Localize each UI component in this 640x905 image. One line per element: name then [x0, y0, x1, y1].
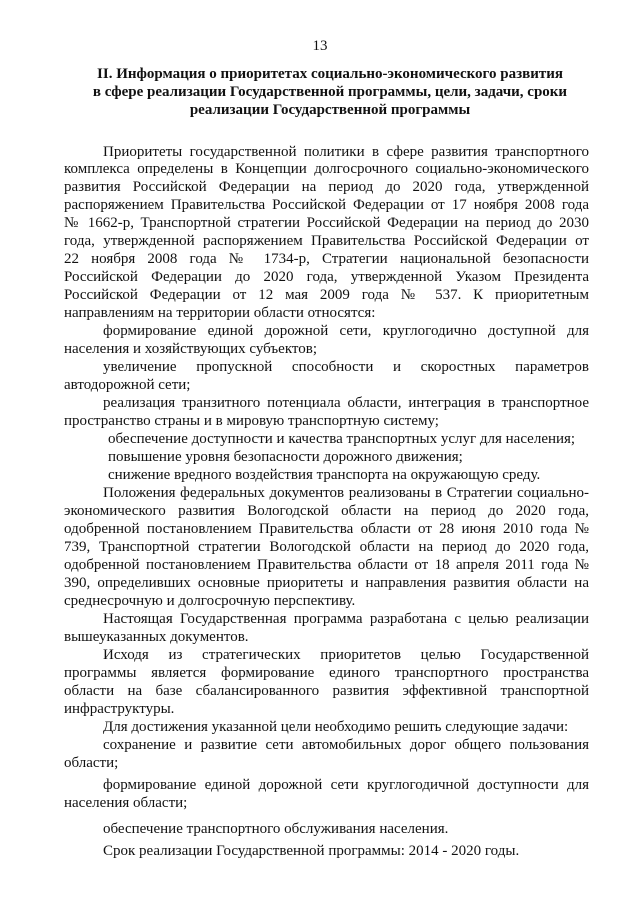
text-line: увеличение пропускной способности и скоростных параметров: [103, 359, 589, 375]
text-line: 739, Транспортной стратегии Вологодской области на период до 2020 года,: [64, 539, 589, 555]
page-number: 13: [312, 38, 328, 54]
text-line: снижение вредного воздействия транспорта на окружающую среду.: [108, 467, 541, 483]
text-line: экономического развития Вологодской области на период до 2020 года,: [64, 503, 589, 519]
text-line: одобренной постановлением Правительства области от 18 апреля 2011 года №: [64, 557, 589, 573]
section-title: [60, 65, 600, 119]
text-line: области на базе сбалансированного развития эффективной транспортной: [64, 683, 589, 699]
text-line: области;: [64, 755, 119, 771]
text-line: инфраструктуры.: [64, 701, 175, 717]
text-line: реализация транзитного потенциала области, интеграция в транспортное: [103, 395, 589, 411]
text-line: населения и хозяйствующих субъектов;: [64, 341, 318, 357]
text-line: обеспечение транспортного обслуживания населения.: [103, 821, 449, 837]
text-line: № 1662-р, Транспортной стратегии Российской Федерации на период до 2030: [64, 215, 589, 231]
text-line: Для достижения указанной цели необходимо решить следующие задачи:: [103, 719, 569, 735]
text-line: распоряжением Правительства Российской Федерации от 17 ноября 2008 года: [64, 197, 589, 213]
text-line: Срок реализации Государственной программы: 2014 - 2020 годы.: [103, 843, 520, 859]
text-line: Настоящая Государственная программа разработана с целью реализации: [103, 611, 589, 627]
text-line: программы является формирование единого транспортного пространства: [64, 665, 589, 681]
text-line: одобренной постановлением Правительства области от 28 июня 2010 года №: [64, 521, 589, 537]
text-line: развития Российской Федерации на период до 2020 года, утвержденной: [64, 179, 589, 195]
text-line: Российской Федерации до 2020 года, утвержденной Указом Президента: [64, 269, 589, 285]
section-title-line: реализации Государственной программы: [189, 102, 471, 118]
text-line: Положения федеральных документов реализованы в Стратегии социально-: [103, 485, 589, 501]
text-line: вышеуказанных документов.: [64, 629, 249, 645]
text-line: формирование единой дорожной сети, круглогодично доступной для: [103, 323, 589, 339]
text-line: Исходя из стратегических приоритетов целью Государственной: [103, 647, 589, 663]
text-line: пространство страны и в мировую транспортную систему;: [64, 413, 439, 429]
text-line: формирование единой дорожной сети круглогодичной доступности для: [103, 777, 589, 793]
section-title-line: в сфере реализации Государственной программы, цели, задачи, сроки: [92, 84, 568, 100]
text-line: 390, определивших основные приоритеты и направления развития области на: [64, 575, 589, 591]
text-line: автодорожной сети;: [64, 377, 191, 393]
text-line: повышение уровня безопасности дорожного движения;: [108, 449, 463, 465]
text-line: комплекса определены в Концепции долгосрочного социально-экономического: [64, 161, 589, 177]
text-line: Приоритеты государственной политики в сфере развития транспортного: [103, 144, 589, 160]
text-line: направлениям на территории области относятся:: [64, 305, 376, 321]
text-line: 22 ноября 2008 года № 1734-р, Стратегии национальной безопасности: [64, 251, 589, 267]
text-line: сохранение и развитие сети автомобильных дорог общего пользования: [103, 737, 589, 753]
text-line: среднесрочную и долгосрочную перспективу.: [64, 593, 356, 609]
text-line: обеспечение доступности и качества транспортных услуг для населения;: [108, 431, 576, 447]
text-line: населения области;: [64, 795, 188, 811]
text-line: Российской Федерации от 12 мая 2009 года № 537. К приоритетным: [64, 287, 589, 303]
section-title-line: II. Информация о приоритетах социально-экономического развития: [97, 66, 563, 82]
text-line: года, утвержденной распоряжением Правительства Российской Федерации от: [64, 233, 589, 249]
